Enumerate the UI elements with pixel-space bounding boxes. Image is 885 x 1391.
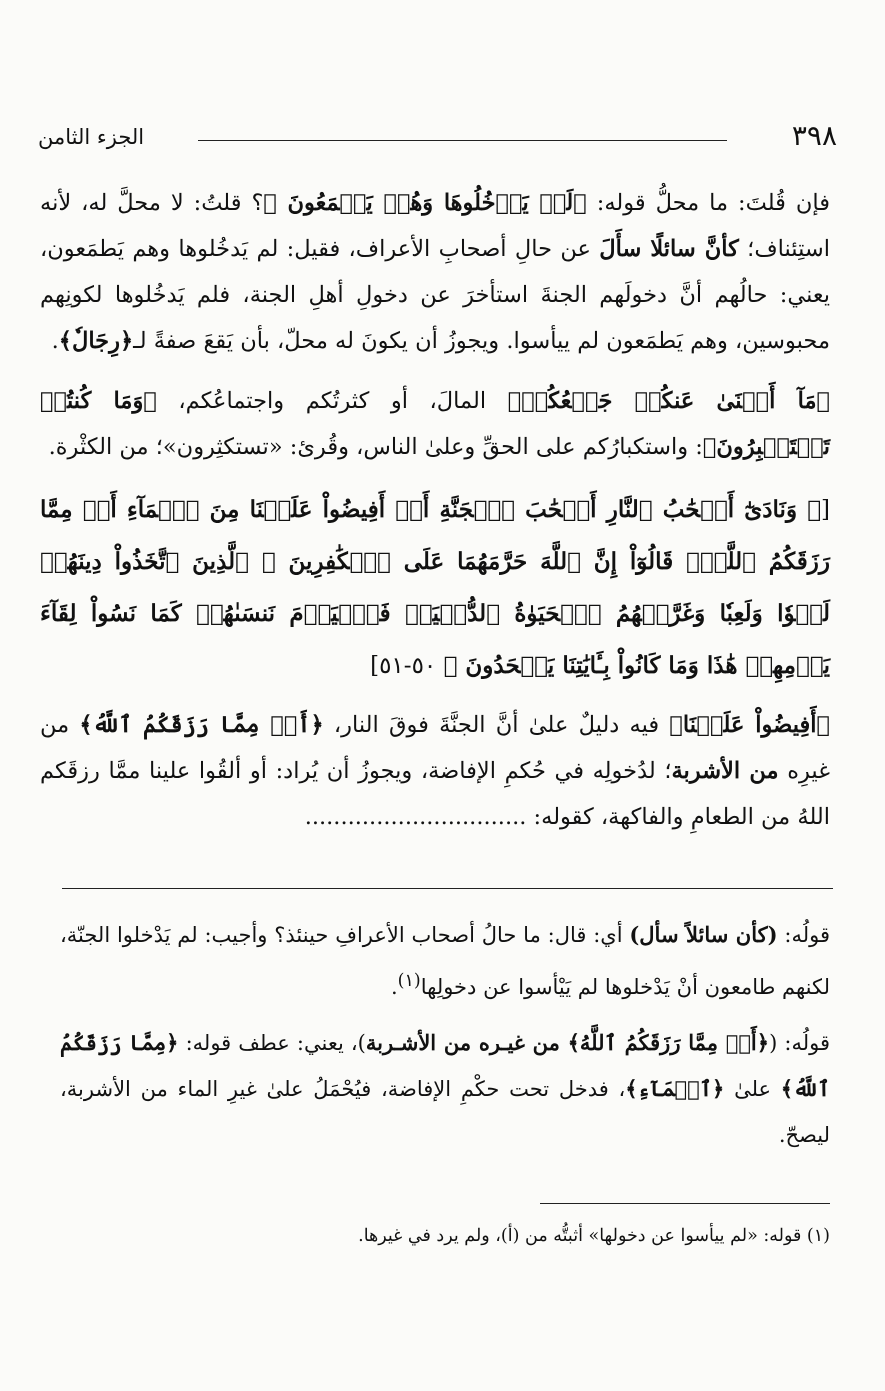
text-run: من غيرِه xyxy=(40,712,830,784)
text-run: ؛ لدُخولِه في حُكمِ الإفاضة، ويجوزُ أن يُراد: أو ألقُوا علينا ممَّا رزقَكم اللهُ من الطعامِ والفاكهة، كقوله: ............................... xyxy=(40,758,830,830)
quran-quote: ﴿مِمَّا رَزَقَكُمُ ٱللَّهُ﴾ xyxy=(60,1030,830,1101)
footnote-divider xyxy=(540,1203,830,1204)
commentary-section xyxy=(60,912,830,1168)
text-run: فيه دليلٌ علىٰ أنَّ الجنَّةَ فوقَ النار، xyxy=(323,712,670,738)
verse-bracket: ] xyxy=(370,653,380,679)
text-run: . xyxy=(51,328,59,354)
bold-phrase: (كأن سائلاً سأل) xyxy=(629,922,778,947)
footnote-marker: (١) xyxy=(397,971,421,991)
quran-quote: ﴿أَوۡ مِمَّا رَزَقَكُمُ ٱللَّهُ﴾ xyxy=(79,712,324,738)
commentary-1 xyxy=(60,912,830,1010)
text-run: المالَ، أو كثرتُكم واجتماعُكم، xyxy=(156,388,508,414)
page-number: ٣٩٨ xyxy=(791,119,837,152)
quran-quote: ﴿لَمۡ يَدۡخُلُوهَا وَهُمۡ يَطۡمَعُونَ ﴾ xyxy=(263,190,587,216)
commentary-divider xyxy=(62,888,833,889)
quran-quote: ﴿أَوۡ مِمَّا رَزَقَكُمُ ٱللَّهُ﴾ xyxy=(567,1030,770,1055)
text-run: علىٰ xyxy=(724,1077,781,1101)
commentary-2 xyxy=(60,1020,830,1158)
text-run: : واستكبارُكم على الحقِّ وعلىٰ الناس، وقُرئ: «تستكثِرون»؛ من الكثْرة. xyxy=(48,434,703,460)
text-run: أي: قال: ما حالُ أصحاب الأعرافِ حينئذ؟ وأجيب: لم يَدْخلوا الجنّة، لكنهم طامعون أنْ يَدْخلوها لم يَيْأسوا عن دخولِها xyxy=(60,923,830,999)
quran-quote: ﴿ٱلۡمَآءِ﴾ xyxy=(625,1076,725,1101)
quran-quote: ﴿رِجَالٗ﴾ xyxy=(58,328,134,354)
quran-verse-text: ﴿ وَنَادَىٰٓ أَصۡحَٰبُ ٱلنَّارِ أَصۡحَٰبَ ٱلۡجَنَّةِ أَنۡ أَفِيضُواْ عَلَيۡنَا مِنَ ٱلۡمَآءِ أَوۡ مِمَّا رَزَقَكُمُ ٱللَّهُۚ قَالُوٓاْ إِنَّ ٱللَّهَ حَرَّمَهُمَا عَلَى ٱلۡكَٰفِرِينَ ۞ ٱلَّذِينَ ٱتَّخَذُواْ دِينَهُمۡ لَهۡوٗا وَلَعِبٗا وَغَرَّتۡهُمُ ٱلۡحَيَوٰةُ ٱلدُّنۡيَاۚ فَٱلۡيَوۡمَ نَنسَىٰهُمۡ كَمَا نَسُواْ لِقَآءَ يَوۡمِهِمۡ هَٰذَا وَمَا كَانُواْ بِـَٔايَٰتِنَا يَجۡحَدُونَ ﴾ xyxy=(40,496,830,679)
quran-quote: ﴿وَمَا كُنتُمۡ تَسۡتَكۡبِرُونَ﴾ xyxy=(40,388,830,460)
paragraph-2 xyxy=(40,378,830,470)
verse-bracket: [ xyxy=(821,497,830,523)
verse-reference: ٥٠-٥١ xyxy=(379,653,444,679)
text-run: قولُه: xyxy=(777,923,830,947)
quran-verse-block xyxy=(40,484,830,692)
text-run: ؟ قلتُ: لا محلَّ له، لأنه استِئناف؛ xyxy=(40,190,830,262)
text-run: )، يعني: عطف قوله: xyxy=(178,1031,366,1055)
header-rule xyxy=(198,140,727,141)
main-text xyxy=(40,180,830,854)
text-run: ، فدخل تحت حكْمِ الإفاضة، فيُحْمَلُ علىٰ غيرِ الماء من الأشربة، ليصحّ. xyxy=(60,1077,830,1147)
quran-quote: ﴿أَفِيضُواْ عَلَيۡنَا﴾ xyxy=(669,712,830,738)
running-title: الجزء الثامن xyxy=(38,125,145,149)
text-run: قولُه: ( xyxy=(769,1031,830,1055)
text-run: فإن قُلتَ: ما محلُّ قوله: xyxy=(586,190,830,216)
footnote: (١) قوله: «لم ييأسوا عن دخولها» أثبتُّه من (أ)، ولم يرد في غيرها. xyxy=(358,1226,830,1246)
bold-phrase: كأنَّ سائلًا سأَلَ xyxy=(599,236,739,262)
paragraph-1 xyxy=(40,180,830,364)
text-run: عن حالِ أصحابِ الأعراف، فقيل: لم يَدخُلوها وهم يَطمَعون، يعني: حالُهم أنَّ دخولَهم الجنةَ استأخرَ عن دخولِ أهلِ الجنة، فلم يَدخُلوها لكونِهم محبوسين، وهم يَطمَعون لم ييأسوا. ويجوزُ أن يكونَ له محلّ، بأن يَقعَ صفةً لـ xyxy=(40,236,830,354)
page-header xyxy=(38,118,837,158)
quran-quote: ﴿مَآ أَغۡنَىٰ عَنكُمۡ جَمۡعُكُمۡ﴾ xyxy=(507,388,830,414)
bold-phrase: من غيـره من الأشـربة xyxy=(365,1030,568,1055)
bold-phrase: من الأشربة xyxy=(671,758,779,784)
paragraph-3 xyxy=(40,702,830,840)
text-run: . xyxy=(390,975,398,999)
